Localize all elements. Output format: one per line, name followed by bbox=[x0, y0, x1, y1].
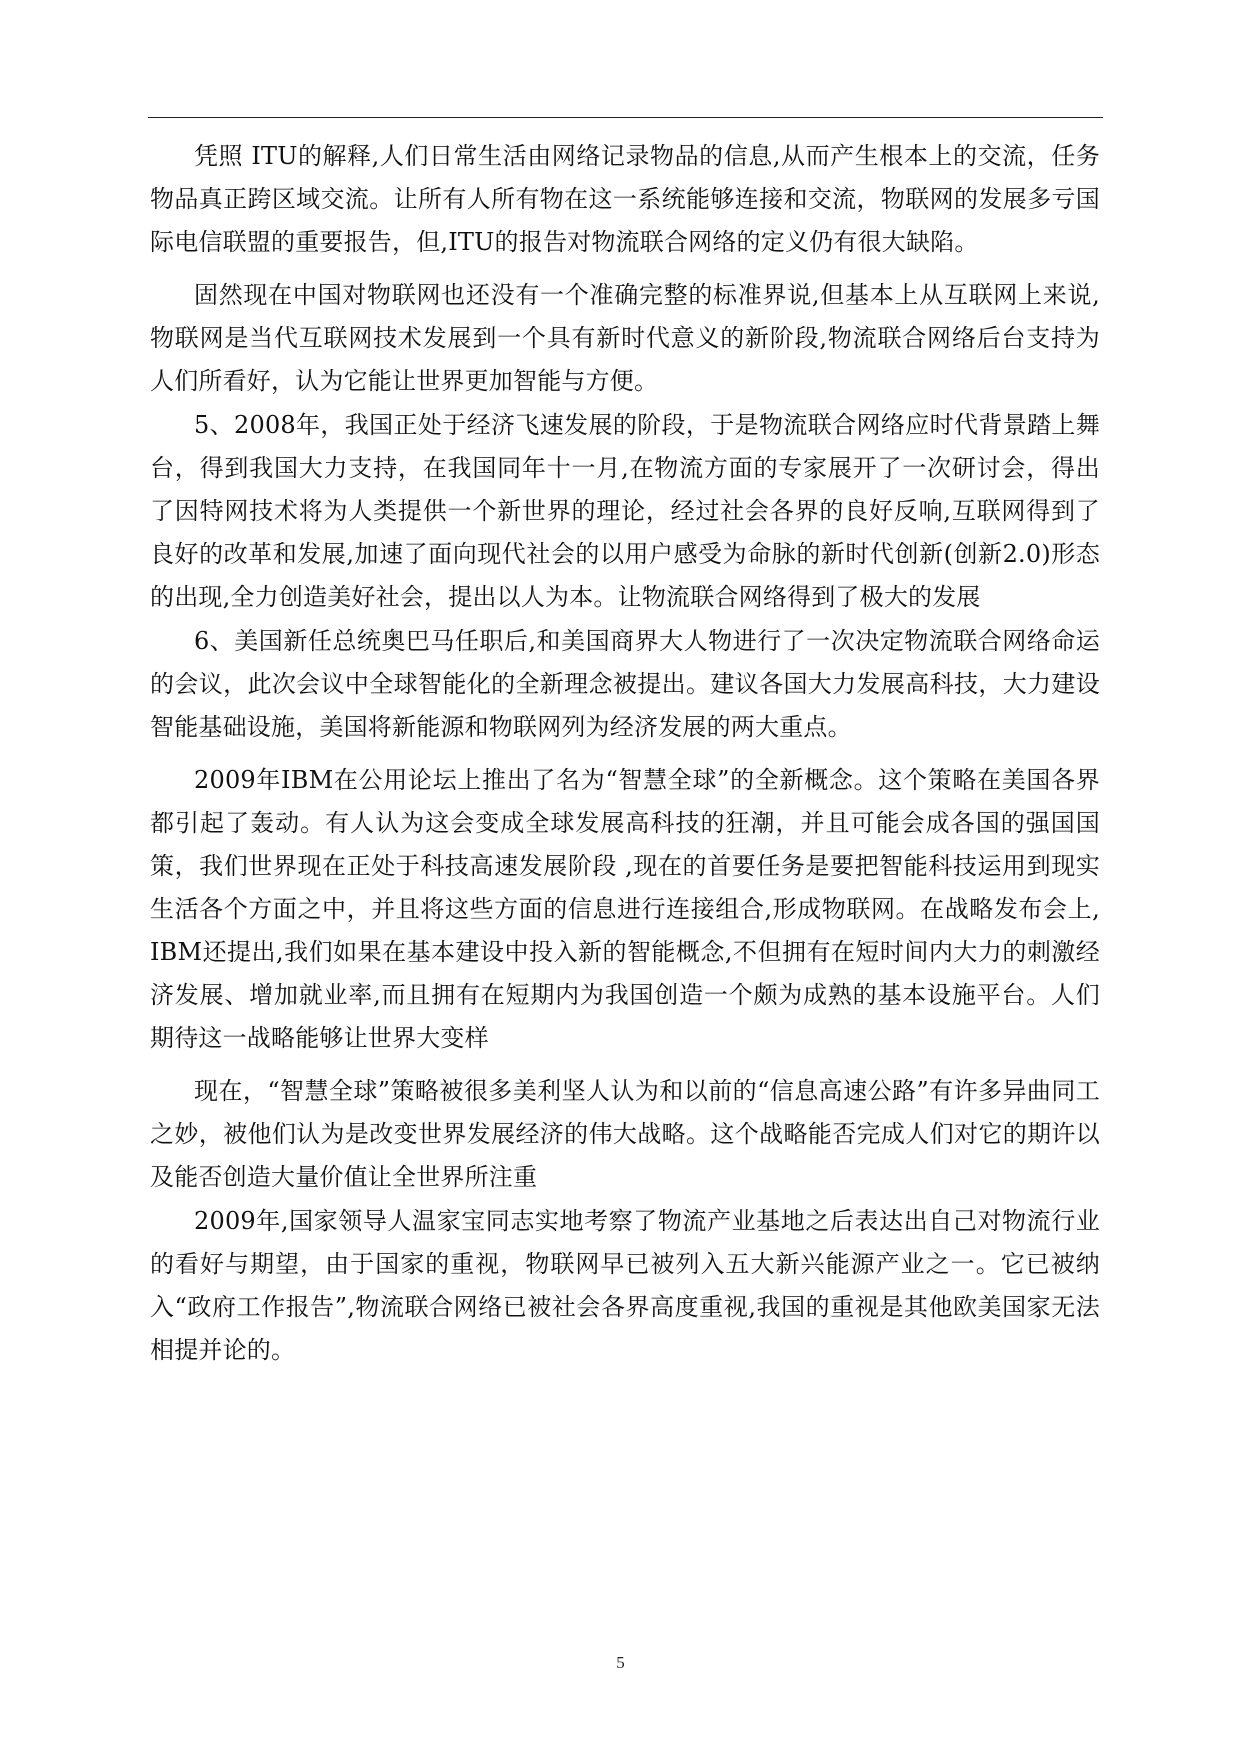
paragraph-ibm: 2009年IBM在公用论坛上推出了名为“智慧全球”的全新概念。这个策略在美国各界都引起了轰动。有人认为这会变成全球发展高科技的狂潮，并且可能会成各国的强国国策，我们世界现在正处于科技高速发展阶段 ,现在的首要任务是要把智能科技运用到现实生活各个方面之中，并且将这些方面的信息进行连接组合,形成物联网。在战略发布会上, IBM还提出,我们如果在基本建设中投入新的智能概念,不但拥有在短时间内大力的刺激经济发展、增加就业率,而且拥有在短期内为我国创造一个颇为成熟的基本设施平台。人们期待这一战略能够让世界大变样 bbox=[150, 766, 1100, 1052]
page-number: 5 bbox=[616, 1653, 625, 1672]
body-text bbox=[150, 135, 1100, 1373]
paragraph-china-standard: 固然现在中国对物联网也还没有一个准确完整的标准界说,但基本上从互联网上来说,物联网是当代互联网技术发展到一个具有新时代意义的新阶段,物流联合网络后台支持为人们所看好，认为它能让世界更加智能与方便。 bbox=[150, 281, 1100, 395]
paragraph-2009-government: 2009年,国家领导人温家宝同志实地考察了物流产业基地之后表达出自己对物流行业的看好与期望，由于国家的重视，物联网早已被列入五大新兴能源产业之一。它已被纳入“政府工作报告”,物流联合网络已被社会各界高度重视,我国的重视是其他欧美国家无法相提并论的。 bbox=[150, 1207, 1100, 1364]
paragraph-itu-definition: 凭照 ITU的解释,人们日常生活由网络记录物品的信息,从而产生根本上的交流，任务物品真正跨区域交流。让所有人所有物在这一系统能够连接和交流，物联网的发展多亏国际电信联盟的重要报告，但,ITU的报告对物流联合网络的定义仍有很大缺陷。 bbox=[150, 142, 1100, 256]
paragraph-smart-globe: 现在，“智慧全球”策略被很多美利坚人认为和以前的“信息高速公路”有许多异曲同工之妙，被他们认为是改变世界发展经济的伟大战略。这个战略能否完成人们对它的期许以及能否创造大量价值让全世界所注重 bbox=[150, 1077, 1100, 1191]
paragraph-obama: 6、美国新任总统奥巴马任职后,和美国商界大人物进行了一次决定物流联合网络命运的会议，此次会议中全球智能化的全新理念被提出。建议各国大力发展高科技，大力建设智能基础设施，美国将新能源和物联网列为经济发展的两大重点。 bbox=[150, 627, 1100, 741]
paragraph-2008: 5、2008年，我国正处于经济飞速发展的阶段，于是物流联合网络应时代背景踏上舞台，得到我国大力支持，在我国同年十一月,在物流方面的专家展开了一次研讨会，得出了因特网技术将为人类提供一个新世界的理论，经过社会各界的良好反响,互联网得到了良好的改革和发展,加速了面向现代社会的以用户感受为命脉的新时代创新(创新2.0)形态的出现,全力创造美好社会，提出以人为本。让物流联合网络得到了极大的发展 bbox=[150, 411, 1100, 611]
header-rule bbox=[148, 117, 1103, 118]
